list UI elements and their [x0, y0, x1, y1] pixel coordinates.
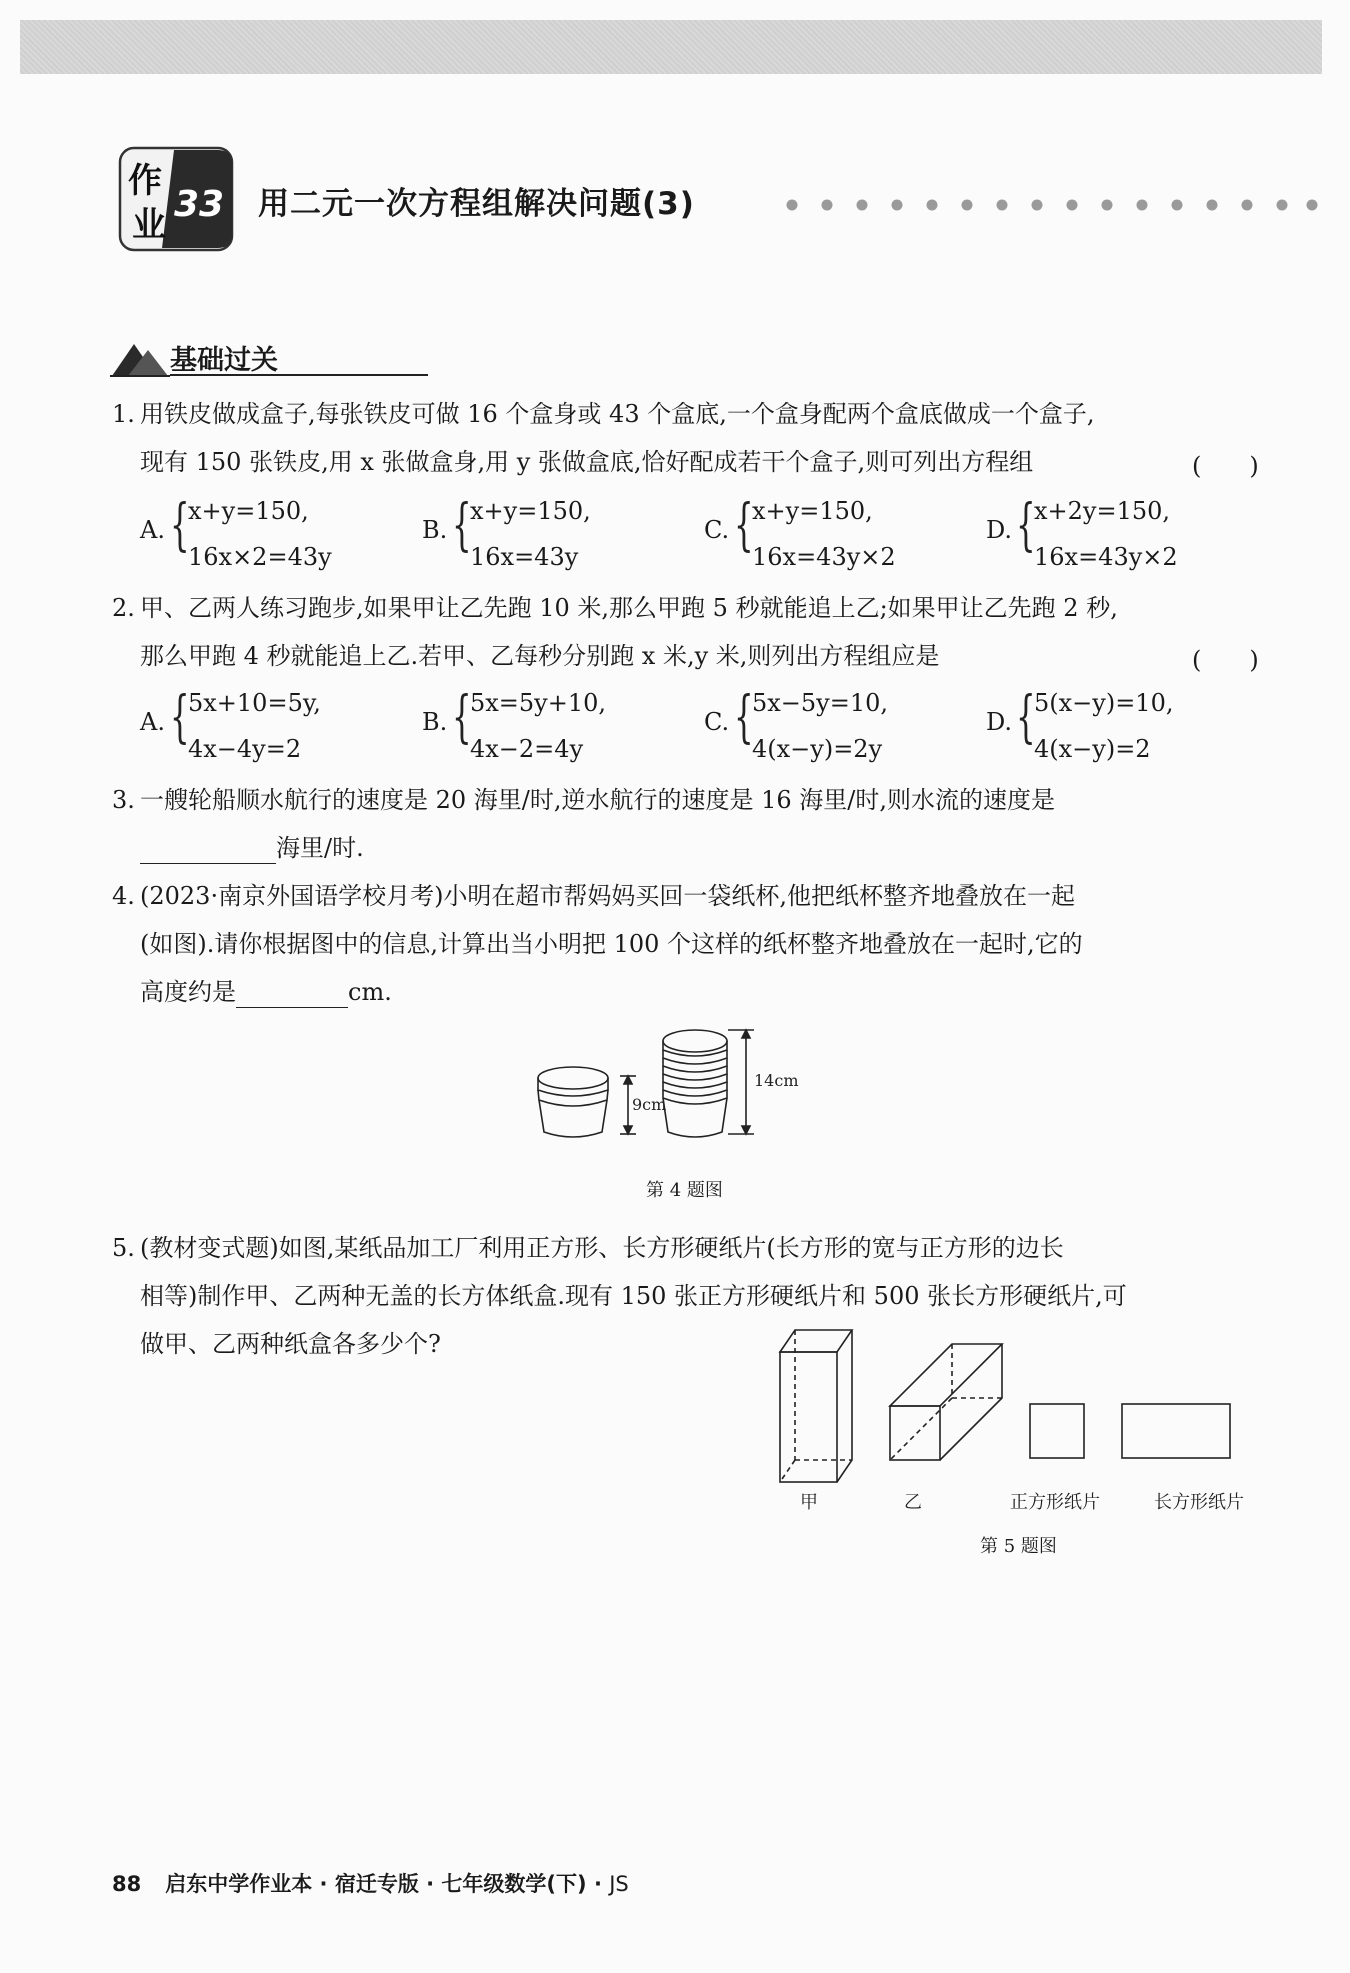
- q1-answer-paren: ( ): [1192, 452, 1259, 480]
- q4-line2: (如图).请你根据图中的信息,计算出当小明把 100 个这样的纸杯整齐地叠放在一起时,它的: [140, 930, 1083, 958]
- q1-option-c: C. { x+y=150, 16x=43y×2: [704, 493, 896, 571]
- q2-option-d: D. { 5(x−y)=10, 4(x−y)=2: [986, 685, 1174, 763]
- page-footer: [112, 1868, 629, 1898]
- q4-label-14cm: 14cm: [754, 1071, 799, 1090]
- q5-label-yi: 乙: [904, 1492, 922, 1510]
- page-number: 88: [112, 1872, 142, 1896]
- title-dots: [784, 197, 1324, 213]
- q2-option-b: B. { 5x=5y+10, 4x−2=4y: [422, 685, 607, 763]
- q5-label-rect: 长方形纸片: [1154, 1492, 1244, 1510]
- q5-label-square: 正方形纸片: [1010, 1492, 1100, 1510]
- q3-answer-blank[interactable]: [140, 837, 276, 864]
- q5-line2: 相等)制作甲、乙两种无盖的长方体纸盒.现有 150 张正方形硬纸片和 500 张长方形硬纸片,可: [140, 1282, 1127, 1310]
- mountain-icon: [110, 336, 170, 380]
- q2-line1: 2. 甲、乙两人练习跑步,如果甲让乙先跑 10 米,那么甲跑 5 秒就能追上乙;如果甲让乙先跑 2 秒,: [112, 594, 1118, 622]
- q1-option-b: B. { x+y=150, 16x=43y: [422, 493, 591, 571]
- q5-line3: 做甲、乙两种纸盒各多少个?: [140, 1330, 441, 1358]
- q4-answer-blank[interactable]: [236, 981, 348, 1008]
- q5-figure-caption: 第 5 题图: [980, 1536, 1057, 1557]
- top-banner: [20, 20, 1322, 74]
- q4-line1: 4. (2023·南京外国语学校月考)小明在超市帮妈妈买回一袋纸杯,他把纸杯整齐地叠放在一起: [112, 882, 1076, 910]
- q2-answer-paren: ( ): [1192, 646, 1259, 674]
- section-header: [110, 336, 330, 380]
- badge-number: 33: [174, 184, 225, 225]
- q5-label-jia: 甲: [800, 1492, 818, 1510]
- q3-line2: 海里/时.: [140, 832, 364, 864]
- q5-line1: 5. (教材变式题)如图,某纸品加工厂利用正方形、长方形硬纸片(长方形的宽与正方形的边长: [112, 1234, 1064, 1262]
- q5-box-figure: [770, 1320, 1280, 1510]
- badge-char-top: 作: [128, 161, 162, 201]
- q1-line2: 现有 150 张铁皮,用 x 张做盒身,用 y 张做盒底,恰好配成若干个盒子,则可列出方程组: [140, 448, 1034, 476]
- q2-option-c: C. { 5x−5y=10, 4(x−y)=2y: [704, 685, 889, 763]
- page-title: 用二元一次方程组解决问题(3): [258, 186, 695, 222]
- footer-suffix: JS: [609, 1872, 629, 1896]
- q4-cup-figure: [528, 1026, 848, 1150]
- q4-label-9cm: 9cm: [632, 1095, 667, 1114]
- homework-badge: [118, 144, 236, 254]
- footer-book-title: 启东中学作业本 · 宿迁专版 · 七年级数学(下) ·: [165, 1872, 610, 1896]
- q1-line1: 1. 用铁皮做成盒子,每张铁皮可做 16 个盒身或 43 个盒底,一个盒身配两个盒底做成一个盒子,: [112, 400, 1095, 428]
- q3-line1: 3. 一艘轮船顺水航行的速度是 20 海里/时,逆水航行的速度是 16 海里/时,则水流的速度是: [112, 786, 1056, 814]
- q2-option-a: A. { 5x+10=5y, 4x−4y=2: [140, 685, 321, 763]
- badge-char-bottom: 业: [132, 205, 166, 245]
- q1-option-a: A. { x+y=150, 16x×2=43y: [140, 493, 332, 571]
- q4-figure-caption: 第 4 题图: [646, 1180, 723, 1201]
- q1-option-d: D. { x+2y=150, 16x=43y×2: [986, 493, 1178, 571]
- q2-line2: 那么甲跑 4 秒就能追上乙.若甲、乙每秒分别跑 x 米,y 米,则列出方程组应是: [140, 642, 940, 670]
- q4-line3: 高度约是 cm.: [140, 978, 392, 1006]
- section-underline: [170, 374, 428, 376]
- section-label: 基础过关: [170, 345, 278, 376]
